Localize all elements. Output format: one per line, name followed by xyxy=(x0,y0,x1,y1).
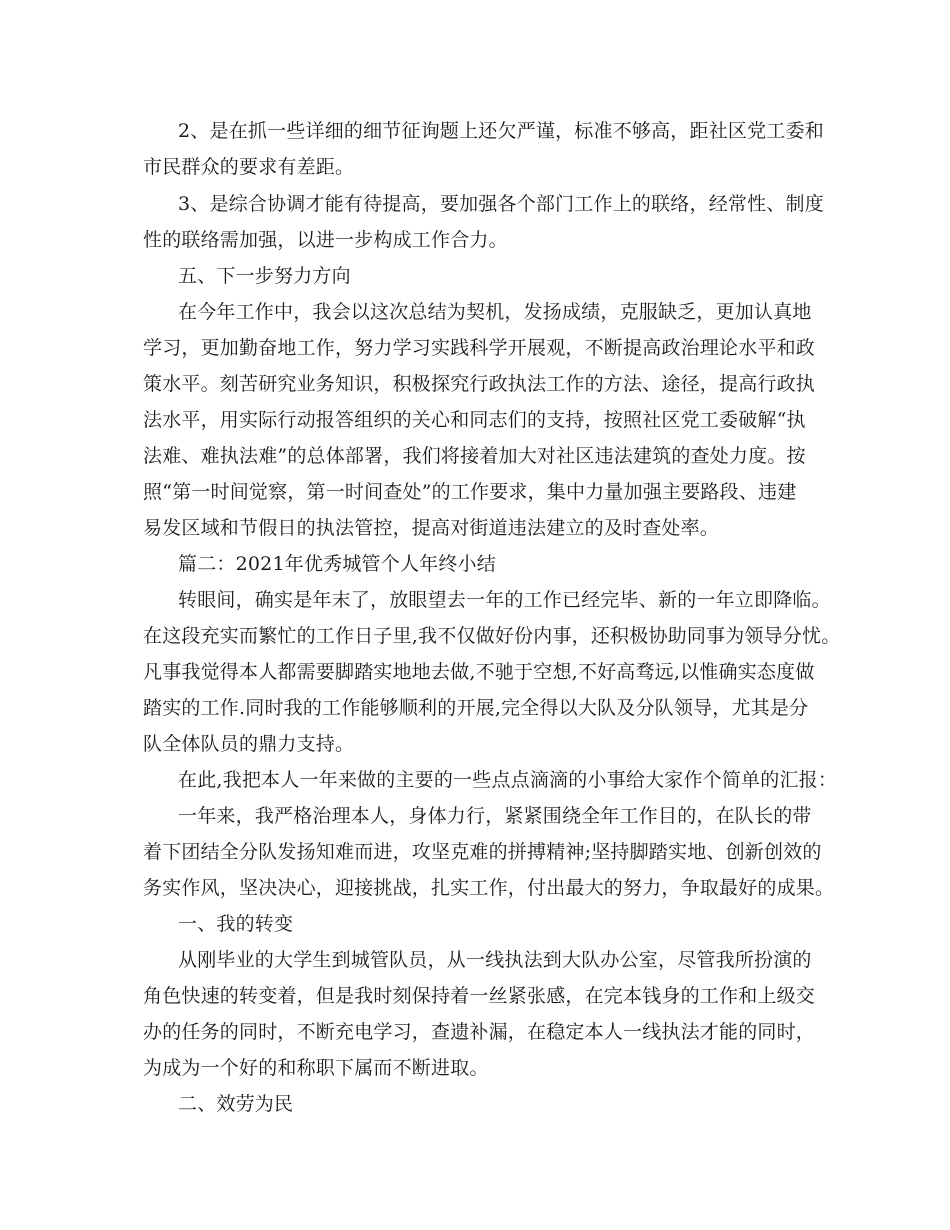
text-line: 性的联络需加强，以进一步构成工作合力。 xyxy=(143,229,508,251)
text-line: 一年来，我严格治理本人，身体力行，紧紧围绕全年工作目的，在队长的带 xyxy=(178,805,812,827)
text-line: 在此,我把本人一年来做的主要的一些点点滴滴的小事给大家作个简单的汇报： xyxy=(178,769,838,791)
text-line: 市民群众的要求有差距。 xyxy=(143,156,355,178)
text-line: 队全体队员的鼎力支持。 xyxy=(143,733,355,755)
text-line: 法水平，用实际行动报答组织的关心和同志们的支持，按照社区党工委破解“执 xyxy=(143,409,806,431)
section-heading: 一、我的转变 xyxy=(178,913,294,935)
text-line: 易发区域和节假日的执法管控，提高对街道违法建立的及时查处率。 xyxy=(143,517,720,539)
text-line: 3、是综合协调才能有待提高，要加强各个部门工作上的联络，经常性、制度 xyxy=(178,193,824,215)
text-line: 学习，更加勤奋地工作，努力学习实践科学开展观，不断提高政治理论水平和政 xyxy=(143,337,816,359)
text-line: 办的任务的同时，不断充电学习，查遗补漏，在稳定本人一线执法才能的同时， xyxy=(143,1021,816,1043)
text-line: 法难、难执法难”的总体部署，我们将接着加大对社区违法建筑的查处力度。按 xyxy=(143,445,806,467)
text-line: 角色快速的转变着，但是我时刻保持着一丝紧张感，在完本钱身的工作和上级交 xyxy=(143,985,816,1007)
text-line: 在这段充实而繁忙的工作日子里,我不仅做好份内事，还积极协助同事为领导分忧。 xyxy=(143,625,841,647)
text-line: 转眼间，确实是年末了，放眼望去一年的工作已经完毕、新的一年立即降临。 xyxy=(178,589,831,611)
text-line: 在今年工作中，我会以这次总结为契机，发扬成绩，克服缺乏，更加认真地 xyxy=(178,301,812,323)
section-heading: 二、效劳为民 xyxy=(178,1093,294,1115)
text-line: 踏实的工作.同时我的工作能够顺利的开展,完全得以大队及分队领导，尤其是分 xyxy=(143,697,809,719)
text-line: 为成为一个好的和称职下属而不断进取。 xyxy=(143,1057,489,1079)
section-heading: 篇二：2021年优秀城管个人年终小结 xyxy=(178,553,496,575)
text-line: 务实作风，坚决决心，迎接挑战，扎实工作，付出最大的努力，争取最好的成果。 xyxy=(143,877,835,899)
text-line: 照“第一时间觉察，第一时间查处”的工作要求，集中力量加强主要路段、违建 xyxy=(143,481,797,503)
section-heading: 五、下一步努力方向 xyxy=(178,265,351,287)
text-line: 从刚毕业的大学生到城管队员，从一线执法到大队办公室，尽管我所扮演的 xyxy=(178,949,812,971)
text-line: 策水平。刻苦研究业务知识，积极探究行政执法工作的方法、途径，提高行政执 xyxy=(143,373,816,395)
text-line: 凡事我觉得本人都需要脚踏实地地去做,不驰于空想,不好高骛远,以惟确实态度做 xyxy=(143,661,815,683)
text-line: 2、是在抓一些详细的细节征询题上还欠严谨，标准不够高，距社区党工委和 xyxy=(178,120,824,142)
text-line: 着下团结全分队发扬知难而进，攻坚克难的拼搏精神;坚持脚踏实地、创新创效的 xyxy=(143,841,822,863)
